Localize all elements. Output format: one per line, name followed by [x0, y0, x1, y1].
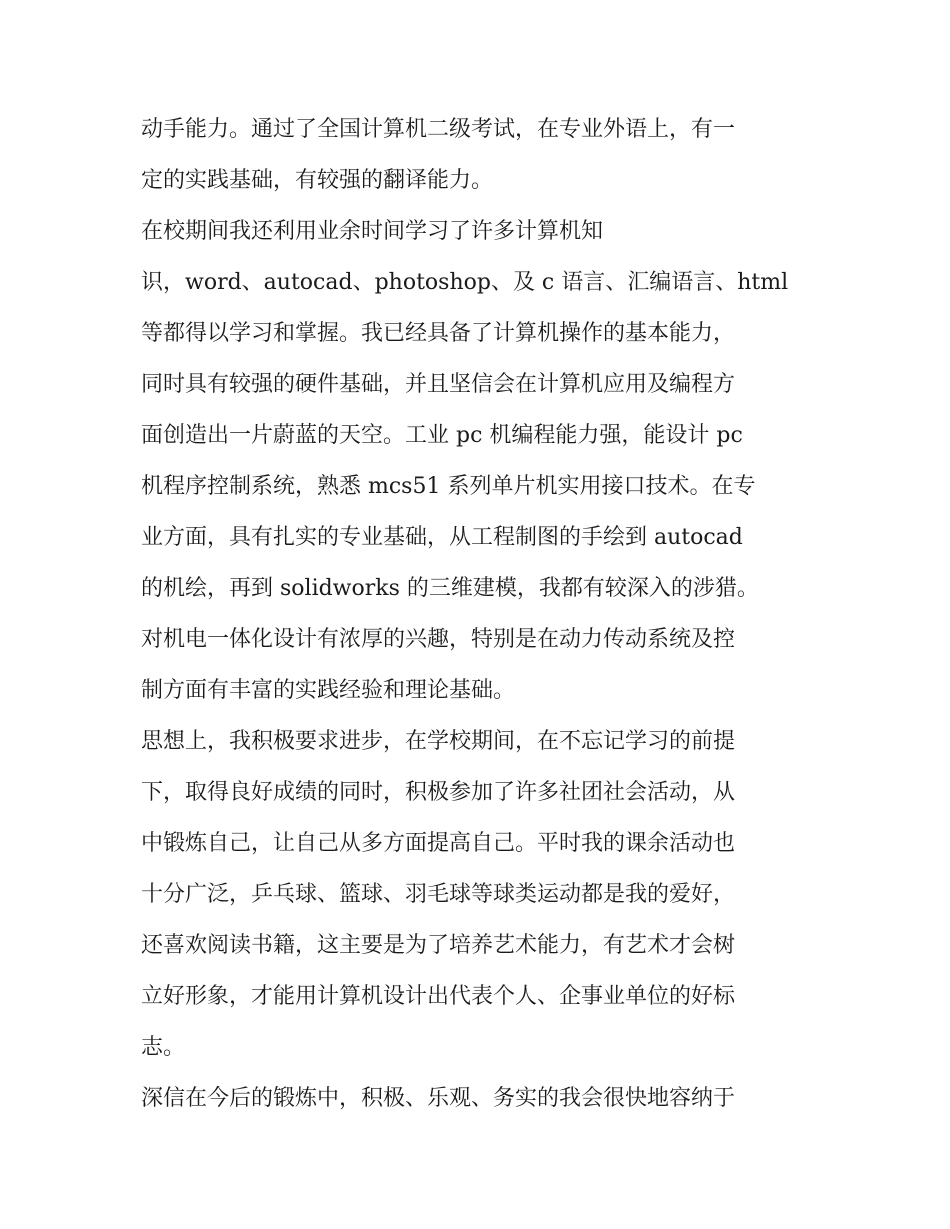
text-line: 等都得以学习和掌握。我已经具备了计算机操作的基本能力，	[141, 321, 736, 346]
text-line: 对机电一体化设计有浓厚的兴趣，特别是在动力传动系统及控	[141, 627, 736, 652]
text-line: 还喜欢阅读书籍，这主要是为了培养艺术能力，有艺术才会树	[141, 933, 736, 958]
text-line: 识，word、autocad、photoshop、及 c 语言、汇编语言、html	[141, 270, 789, 295]
text-line: 面创造出一片蔚蓝的天空。工业 pc 机编程能力强，能设计 pc	[141, 423, 743, 448]
text-line: 深信在今后的锻炼中，积极、乐观、务实的我会很快地容纳于	[141, 1086, 736, 1111]
paragraph-skills-intro	[141, 104, 821, 206]
text-line: 同时具有较强的硬件基础，并且坚信会在计算机应用及编程方	[141, 372, 736, 397]
text-line: 制方面有丰富的实践经验和理论基础。	[141, 678, 516, 703]
text-line: 志。	[141, 1035, 186, 1060]
text-line: 在校期间我还利用业余时间学习了许多计算机知	[141, 219, 604, 244]
text-line: 思想上，我积极要求进步，在学校期间，在不忘记学习的前提	[141, 729, 736, 754]
paragraph-computer-skills	[141, 257, 821, 716]
paragraph-ideology	[141, 716, 821, 1073]
text-line: 中锻炼自己，让自己从多方面提高自己。平时我的课余活动也	[141, 831, 736, 856]
paragraph-spare-time	[141, 206, 821, 257]
text-line: 十分广泛，乒乓球、篮球、羽毛球等球类运动都是我的爱好，	[141, 882, 736, 907]
text-line: 动手能力。通过了全国计算机二级考试，在专业外语上，有一	[141, 117, 736, 142]
paragraph-conclusion	[141, 1073, 821, 1124]
text-line: 业方面，具有扎实的专业基础，从工程制图的手绘到 autocad	[141, 525, 743, 550]
text-line: 的机绘，再到 solidworks 的三维建模，我都有较深入的涉猎。	[141, 576, 759, 601]
document-body	[141, 104, 821, 1124]
text-line: 立好形象，才能用计算机设计出代表个人、企事业单位的好标	[141, 984, 736, 1009]
text-line: 下，取得良好成绩的同时，积极参加了许多社团社会活动，从	[141, 780, 736, 805]
text-line: 定的实践基础，有较强的翻译能力。	[141, 168, 494, 193]
text-line: 机程序控制系统，熟悉 mcs51 系列单片机实用接口技术。在专	[141, 474, 756, 499]
